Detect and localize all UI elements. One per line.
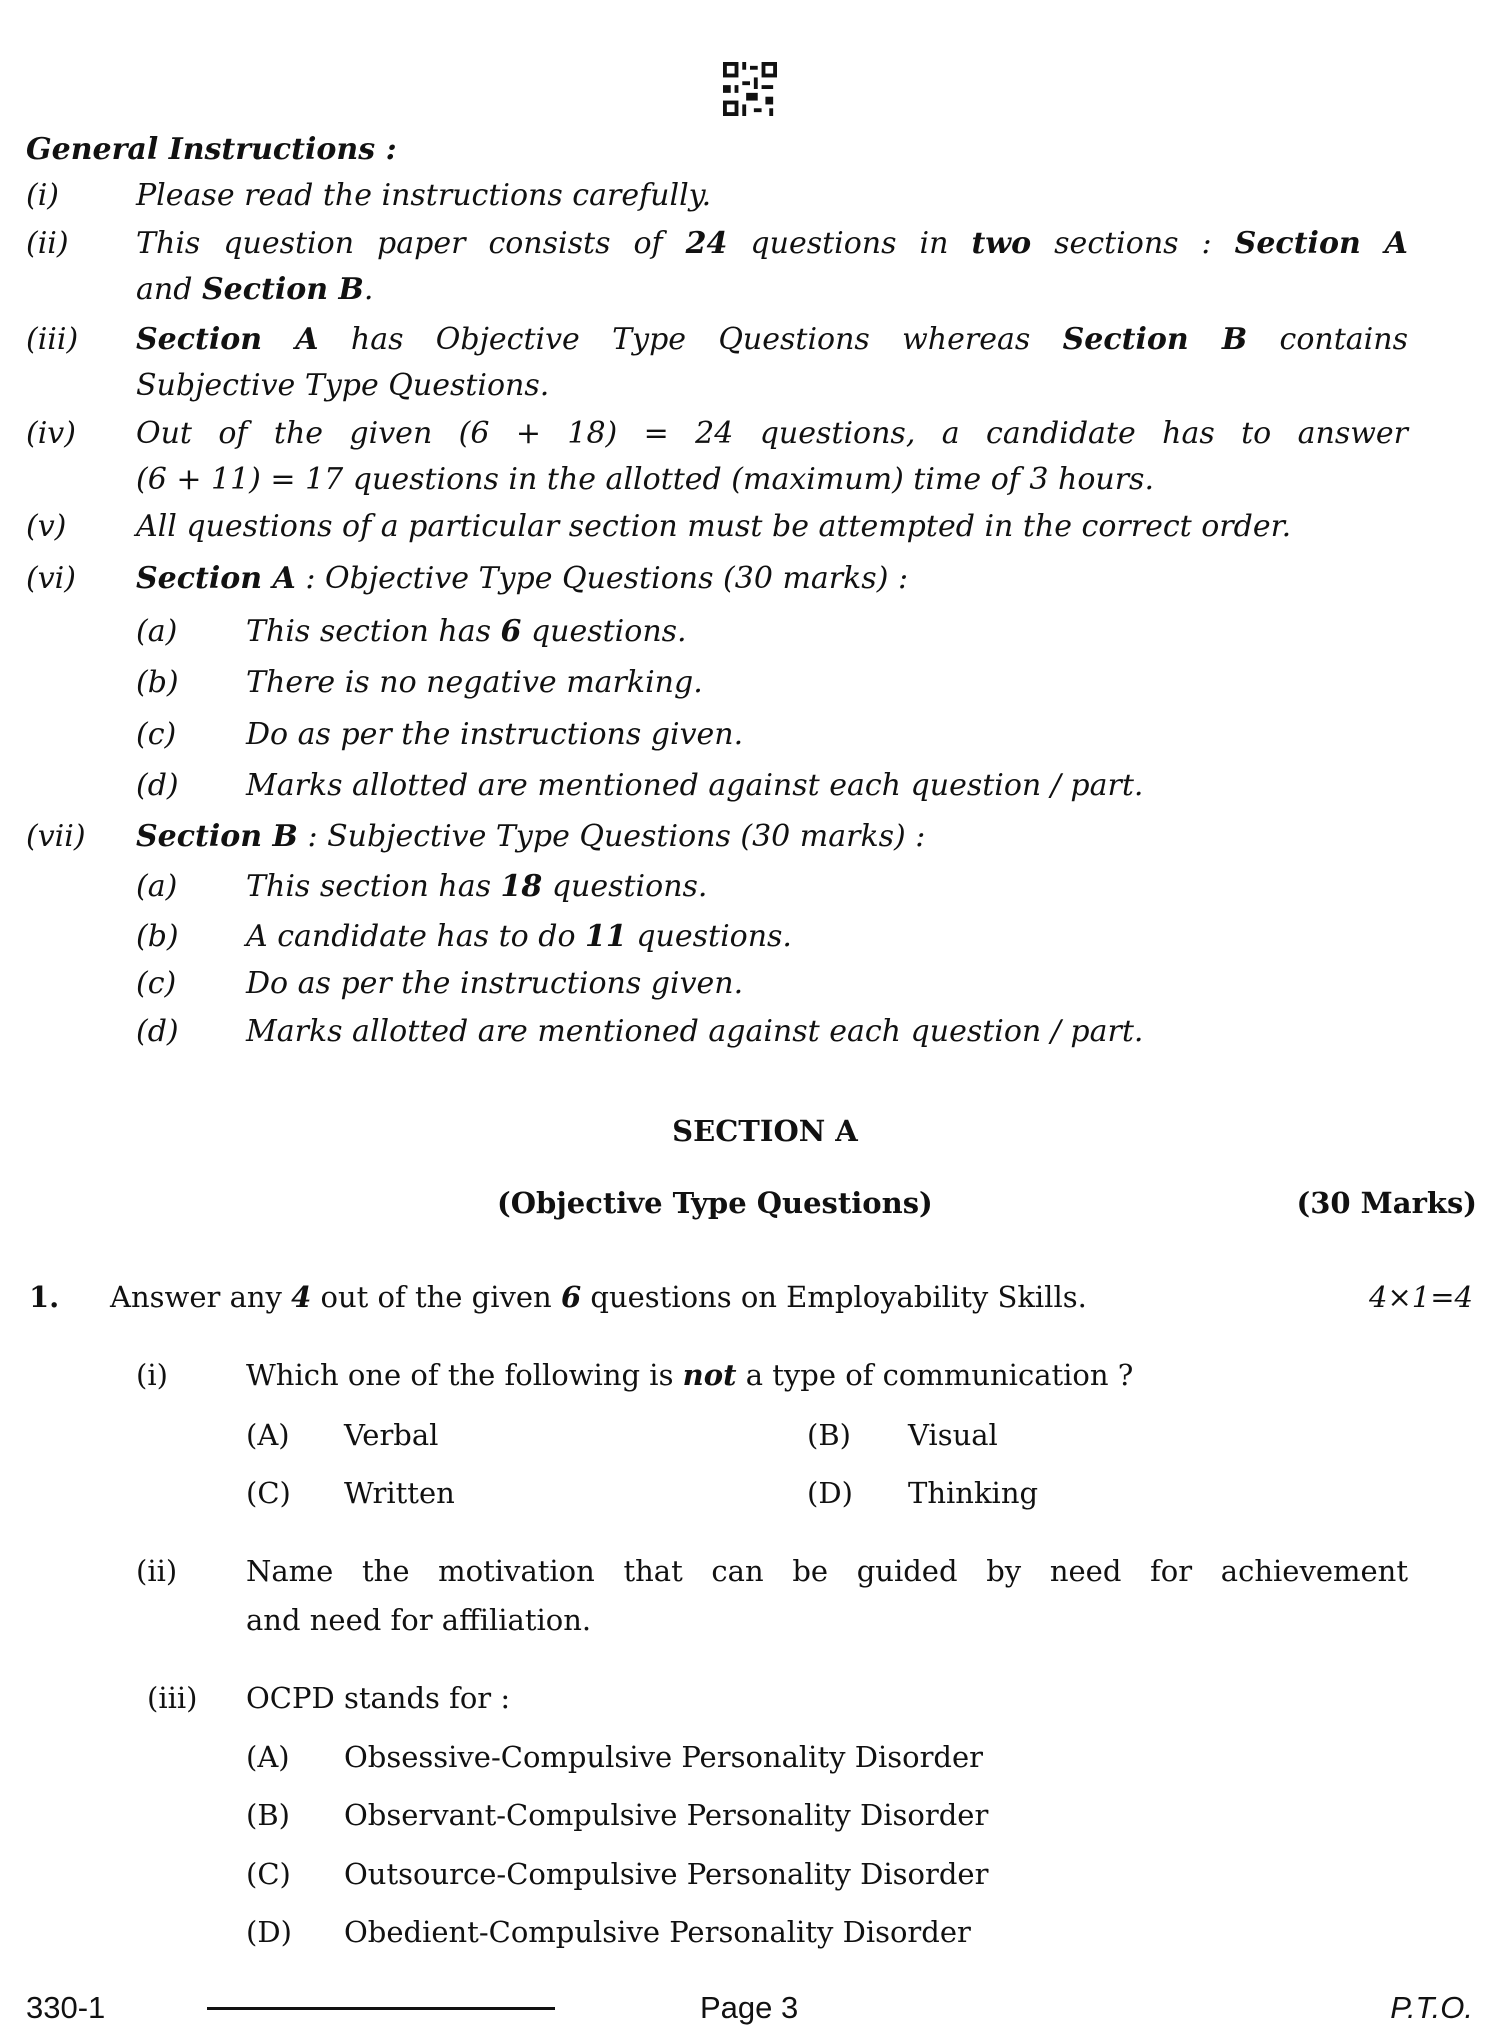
- instructions-title: General Instructions :: [26, 132, 397, 167]
- sub-text: Do as per the instructions given.: [246, 717, 744, 752]
- option-label: (A): [246, 1740, 290, 1774]
- sub-label: (c): [136, 966, 177, 1001]
- instruction-text: This question paper consists of 24 questions in two sections : Section A: [136, 226, 1408, 261]
- option-text: Verbal: [344, 1418, 439, 1452]
- subquestion-label: (i): [136, 1358, 168, 1392]
- instruction-text: All questions of a particular section must be attempted in the correct order.: [136, 509, 1292, 544]
- subquestion-label: (ii): [136, 1554, 178, 1588]
- option-text: Observant-Compulsive Personality Disorder: [344, 1798, 989, 1832]
- question-number: 1.: [29, 1280, 60, 1314]
- instruction-text: Section B : Subjective Type Questions (30 marks) :: [136, 819, 926, 854]
- sub-text: Do as per the instructions given.: [246, 966, 744, 1001]
- instruction-label: (v): [26, 509, 67, 544]
- question-marks: 4×1=4: [1369, 1280, 1473, 1314]
- instruction-label: (ii): [26, 226, 69, 261]
- pto-label: P.T.O.: [1390, 1990, 1473, 2025]
- instruction-text-cont: (6 + 11) = 17 questions in the allotted (maximum) time of 3 hours.: [136, 462, 1154, 497]
- section-marks: (30 Marks): [1296, 1186, 1477, 1220]
- option-text: Visual: [908, 1418, 998, 1452]
- instruction-label: (vii): [26, 819, 86, 854]
- subquestion-text-cont: and need for affiliation.: [246, 1603, 592, 1637]
- footer-divider: [207, 2007, 555, 2010]
- option-label: (B): [246, 1798, 290, 1832]
- sub-label: (b): [136, 919, 179, 954]
- option-text: Obedient-Compulsive Personality Disorder: [344, 1915, 971, 1949]
- instruction-text: Out of the given (6 + 18) = 24 questions, a candidate has to answer: [136, 416, 1408, 451]
- sub-label: (b): [136, 665, 179, 700]
- subquestion-text: Which one of the following is not a type of communication ?: [246, 1358, 1134, 1392]
- instruction-text-cont: and Section B.: [136, 272, 374, 307]
- subquestion-label: (iii): [147, 1681, 198, 1715]
- sub-label: (a): [136, 869, 178, 904]
- option-label: (A): [246, 1418, 290, 1452]
- option-label: (B): [807, 1418, 851, 1452]
- sub-text: Marks allotted are mentioned against each question / part.: [246, 1014, 1144, 1049]
- instruction-label: (vi): [26, 561, 76, 596]
- sub-text: Marks allotted are mentioned against each question / part.: [246, 768, 1144, 803]
- subquestion-text: OCPD stands for :: [246, 1681, 511, 1715]
- option-label: (D): [807, 1476, 853, 1510]
- sub-label: (d): [136, 768, 179, 803]
- instruction-label: (iv): [26, 416, 76, 451]
- option-label: (C): [246, 1476, 291, 1510]
- instruction-text-cont: Subjective Type Questions.: [136, 368, 550, 403]
- page-number: Page 3: [700, 1990, 799, 2025]
- option-text: Obsessive-Compulsive Personality Disorder: [344, 1740, 984, 1774]
- sub-text: This section has 18 questions.: [246, 869, 708, 904]
- sub-text: A candidate has to do 11 questions.: [246, 919, 792, 954]
- sub-label: (c): [136, 717, 177, 752]
- option-label: (D): [246, 1915, 292, 1949]
- option-text: Written: [344, 1476, 455, 1510]
- sub-text: There is no negative marking.: [246, 665, 703, 700]
- paper-code: 330-1: [26, 1990, 106, 2025]
- instruction-label: (iii): [26, 322, 79, 357]
- subquestion-text: Name the motivation that can be guided by need for achievement: [246, 1554, 1408, 1588]
- instruction-text: Please read the instructions carefully.: [136, 178, 712, 213]
- qr-code: [722, 62, 778, 116]
- section-title: SECTION A: [672, 1114, 858, 1148]
- question-text: Answer any 4 out of the given 6 questions on Employability Skills.: [110, 1280, 1087, 1314]
- instruction-text: Section A : Objective Type Questions (30 marks) :: [136, 561, 909, 596]
- sub-label: (a): [136, 614, 178, 649]
- instruction-text: Section A has Objective Type Questions whereas Section B contains: [136, 322, 1408, 357]
- sub-text: This section has 6 questions.: [246, 614, 687, 649]
- sub-label: (d): [136, 1014, 179, 1049]
- section-subtitle: (Objective Type Questions): [497, 1186, 933, 1220]
- option-label: (C): [246, 1857, 291, 1891]
- option-text: Outsource-Compulsive Personality Disorder: [344, 1857, 989, 1891]
- instruction-label: (i): [26, 178, 60, 213]
- option-text: Thinking: [908, 1476, 1039, 1510]
